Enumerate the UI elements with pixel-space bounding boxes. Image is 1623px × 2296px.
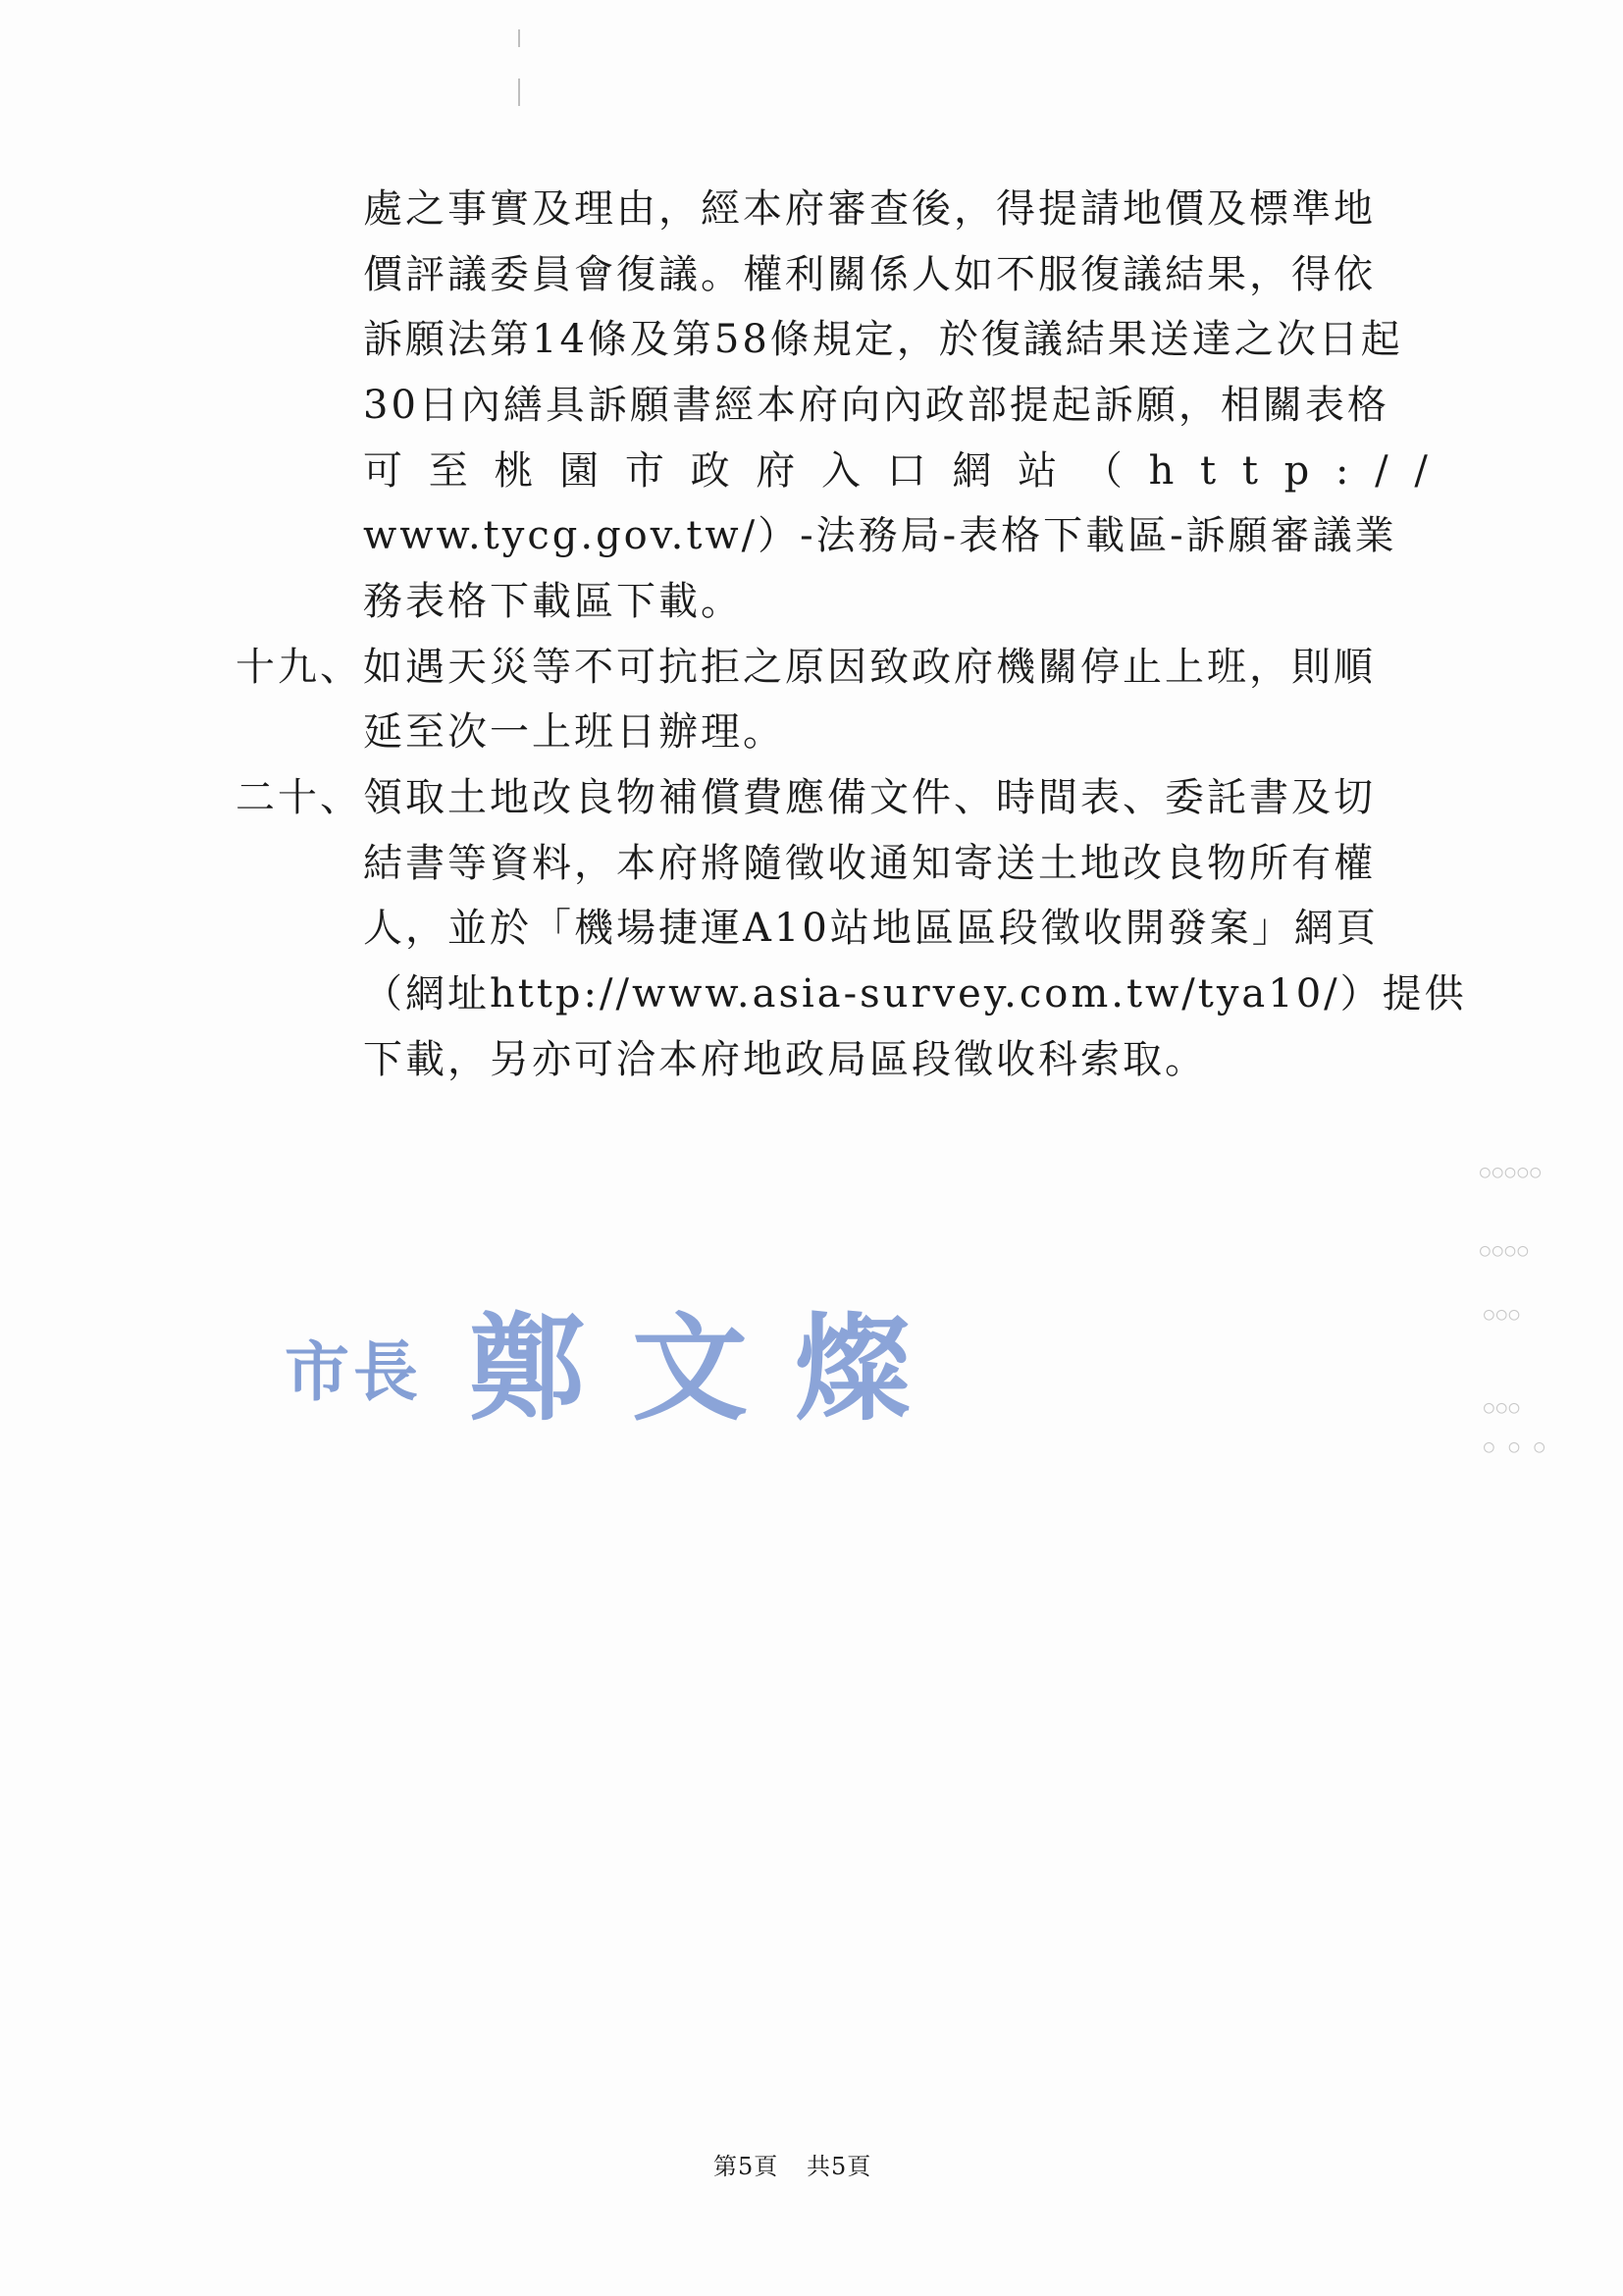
binding-dots-1: ○○○○○ <box>1480 1162 1544 1182</box>
body-line-10: 領取土地改良物補償費應備文件、時間表、委託書及切 <box>363 775 1376 820</box>
binding-dots-3: ○○○ <box>1484 1304 1522 1325</box>
scan-speck <box>518 29 520 47</box>
body-line-5: 可 至 桃 園 市 政 府 入 口 網 站 （ h t t p : / / <box>363 448 1435 494</box>
body-line-14: 下載，另亦可洽本府地政局區段徵收科索取。 <box>363 1037 1207 1082</box>
body-line-2: 價評議委員會復議。權利關係人如不服復議結果，得依 <box>363 252 1376 297</box>
body-line-3: 訴願法第14條及第58條規定，於復議結果送達之次日起 <box>363 317 1403 362</box>
binding-dots-5: ○ ○ ○ <box>1484 1436 1547 1457</box>
signature-title: 市長 <box>285 1333 422 1410</box>
binding-dots-4: ○○○ <box>1484 1397 1522 1418</box>
scan-speck <box>518 78 520 106</box>
signature-name: 鄭文燦 <box>469 1300 959 1436</box>
body-line-12: 人，並於「機場捷運A10站地區區段徵收開發案」網頁 <box>363 906 1379 951</box>
body-line-4: 30日內繕具訴願書經本府向內政部提起訴願，相關表格 <box>363 383 1389 428</box>
body-line-11: 結書等資料，本府將隨徵收通知寄送土地改良物所有權 <box>363 841 1376 886</box>
item-19-number: 十九、 <box>236 645 362 690</box>
body-line-13: （網址http://www.asia-survey.com.tw/tya10/）提供 <box>363 971 1467 1017</box>
body-line-6: www.tycg.gov.tw/）-法務局-表格下載區-訴願審議業 <box>363 513 1397 558</box>
body-line-8: 如遇天災等不可抗拒之原因致政府機關停止上班，則順 <box>363 645 1376 690</box>
body-line-7: 務表格下載區下載。 <box>363 579 743 624</box>
binding-dots-2: ○○○○ <box>1480 1240 1531 1261</box>
page-number: 第5頁 <box>713 2153 779 2180</box>
body-line-9: 延至次一上班日辦理。 <box>363 709 785 755</box>
item-20-number: 二十、 <box>236 775 362 820</box>
total-pages: 共5頁 <box>807 2153 872 2180</box>
body-line-1: 處之事實及理由，經本府審查後，得提請地價及標準地 <box>363 186 1376 232</box>
